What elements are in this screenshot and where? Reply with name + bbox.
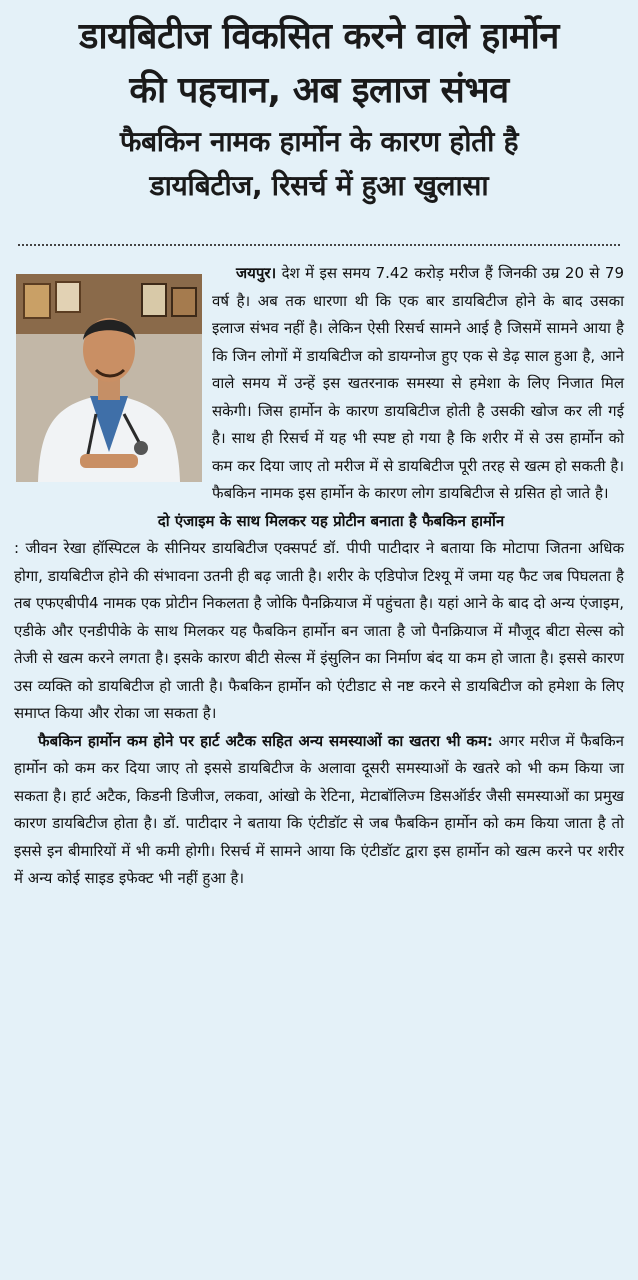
doctor-photo [16, 274, 202, 482]
subheading-1: दो एंजाइम के साथ मिलकर यह प्रोटीन बनाता है फैबकिन हार्मोन [157, 511, 505, 530]
subheadline-line-1: फैबकिन नामक हार्मोन के कारण होती है [119, 125, 519, 158]
dateline: जयपुर। [236, 264, 277, 282]
dotted-divider [18, 244, 620, 246]
subheadline-line-2: डायबिटीज, रिसर्च में हुआ खुलासा [149, 169, 489, 202]
paragraph-1-text: देश में इस समय 7.42 करोड़ मरीज हैं जिनकी उम्र 20 से 79 वर्ष है। अब तक धारणा थी कि एक बार डायबिटीज होने के बाद उसका इलाज संभव नहीं है। लेकिन ऐसी रिसर्च सामने आई है जिसमें सामने आया है कि जिन लोगों में डायबिटीज को डायग्नोज हुए एक से डेढ़ साल हुआ है, आने वाले समय में उन्हें इस खतरनाक समस्या से हमेशा के लिए निजात मिल सकेगी। जिस हार्मोन के कारण डायबिटीज होती है उसकी खोज कर ली गई है। साथ ही रिसर्च में यह भी स्पष्ट हो गया है कि शरीर में से उस हार्मोन को कम कर दिया जाए तो मरीज में से डायबिटीज पूरी तरह से खत्म हो सकती है। फैबकिन नामक इस हार्मोन के कारण लोग डायबिटीज से ग्रसित हो जाते है। [212, 264, 624, 502]
paragraph-2: : जीवन रेखा हॉस्पिटल के सीनियर डायबिटीज एक्सपर्ट डॉ. पीपी पाटीदार ने बताया कि मोटापा जितना अधिक होगा, डायबिटीज होने की संभावना उतनी ही बढ़ जाती है। शरीर के एडिपोज टिश्यू में जमा यह फैट जब पिघलता है तब एफएबीपी4 नामक एक प्रोटीन निकलता है जोकि पैनक्रियाज में पहुंचता है। यहां आने के बाद दो अन्य एंजाइम, एडीके और एनडीपीके के साथ मिलकर यह फैबकिन हार्मोन बन जाता है जो पैनक्रियाज में मौजूद बीटा सेल्स को तेजी से खत्म करने लगता है। इसके कारण बीटी सेल्स में इंसुलिन का निर्माण बंद या कम हो जाता है। इससे कारण उस व्यक्ति को डायबिटीज हो जाती है। फैबकिन हार्मोन को एंटीडाट से नष्ट करने से डायबिटीज को हमेशा के लिए समाप्त किया और रोका जा सकता है। [14, 539, 624, 722]
doctor-portrait-image [16, 274, 202, 482]
paragraph-3-text: अगर मरीज में फैबकिन हार्मोन को कम कर दिया जाए तो इससे डायबिटीज के अलावा दूसरी समस्याओं के खतरे को भी कम किया जा सकता है। हार्ट अटैक, किडनी डिजीज, लकवा, आंखो के रेटिना, मेटाबॉलिज्म डिसऑर्डर जैसी समस्याओं का प्रमुख कारण डायबिटीज होता है। डॉ. पाटीदार ने बताया कि एंटीडॉट से जब फैबकिन हार्मोन को कम किया जाता है तो इससे इन बीमारियों में भी कमी होगी। रिसर्च में सामने आया कि एंटीडॉट द्वारा इस हार्मोन को खत्म करने पर शरीर में अन्य कोई साइड इफेक्ट भी नहीं हुआ है। [14, 731, 624, 887]
headline-line-2: की पहचान, अब इलाज संभव [129, 70, 509, 111]
headline [14, 10, 624, 118]
subheading-2: फैबकिन हार्मोन कम होने पर हार्ट अटैक सहित अन्य समस्याओं का खतरा भी कम: [38, 731, 493, 750]
paragraph-3 [14, 728, 624, 893]
subheadline [14, 120, 624, 208]
article-body [14, 260, 624, 893]
headline-line-1: डायबिटीज विकसित करने वाले हार्मोन [79, 16, 559, 57]
